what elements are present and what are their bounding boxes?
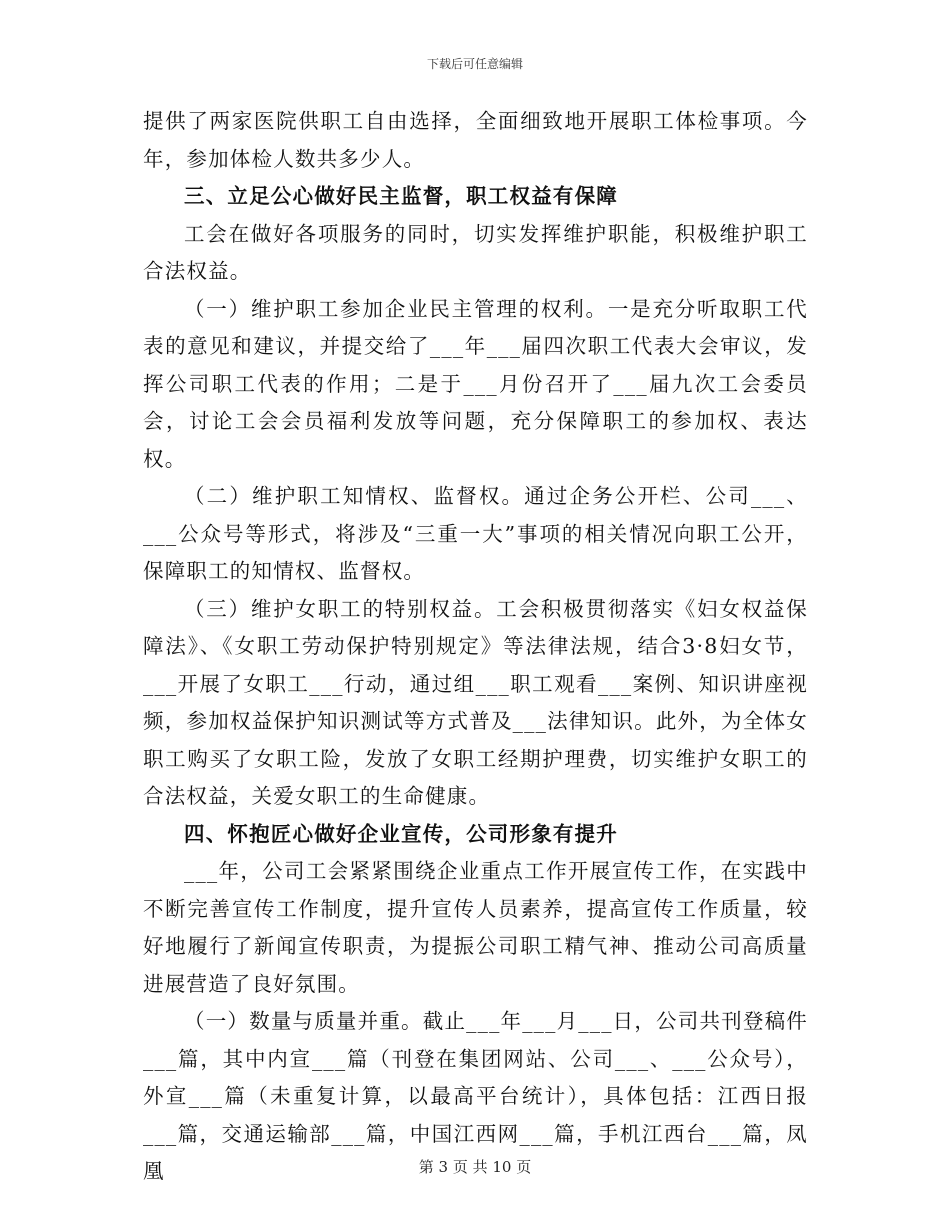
paragraph: ___年，公司工会紧紧围绕企业重点工作开展宣传工作，在实践中不断完善宣传工作制度，提升宣传人员素养，提高宣传工作质量，较好地履行了新闻宣传职责，为提振公司职工精气神、推动公司高质量进展营造了良好氛围。	[143, 859, 808, 996]
paragraph: 工会在做好各项服务的同时，切实发挥维护职能，积极维护职工合法权益。	[143, 221, 808, 283]
section-heading-3: 三、立足公心做好民主监督，职工权益有保障	[184, 184, 618, 208]
page-header-note: 下载后可任意编辑	[426, 57, 523, 71]
paragraph: （三）维护女职工的特别权益。工会积极贯彻落实《妇女权益保障法》、《女职工劳动保护特别规定》等法律法规，结合3·8妇女节，___开展了女职工___行动，通过组___职工观看___案例、知识讲座视频，参加权益保护知识测试等方式普及___法律知识。此外，为全体女职工购买了女职工险，发放了女职工经期护理费，切实维护女职工的合法权益，关爱女职工的生命健康。	[143, 596, 808, 808]
paragraph: （二）维护职工知情权、监督权。通过企务公开栏、公司___、___公众号等形式，将涉及“三重一大”事项的相关情况向职工公开，保障职工的知情权、监督权。	[143, 484, 808, 583]
paragraph: （一）数量与质量并重。截止___年___月___日，公司共刊登稿件___篇，其中内宣___篇（刊登在集团网站、公司___、___公众号），外宣___篇（未重复计算，以最高平台统计），具体包括：江西日报___篇，交通运输部___篇，中国江西网___篇，手机江西台___篇，凤凰	[143, 1009, 808, 1183]
section-heading-4: 四、怀抱匠心做好企业宣传，公司形象有提升	[184, 821, 618, 846]
document-body	[143, 103, 808, 1191]
paragraph-continued: 提供了两家医院供职工自由选择，全面细致地开展职工体检事项。今年，参加体检人数共多少人。	[143, 109, 808, 171]
page-number: 第 3 页 共 10 页	[418, 1158, 532, 1176]
paragraph: （一）维护职工参加企业民主管理的权利。一是充分听取职工代表的意见和建议，并提交给了___年___届四次职工代表大会审议，发挥公司职工代表的作用；二是于___月份召开了___届九次工会委员会，讨论工会会员福利发放等问题，充分保障职工的参加权、表达权。	[143, 296, 808, 471]
